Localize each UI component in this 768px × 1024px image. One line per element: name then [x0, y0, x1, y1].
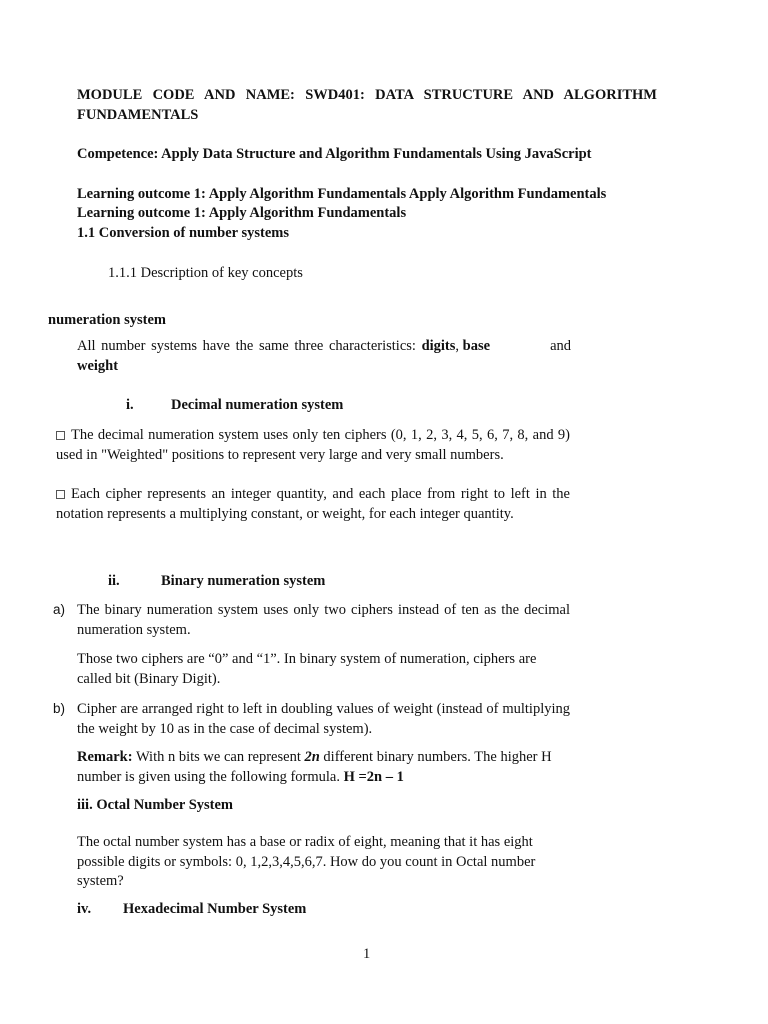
- section-heading-1-1: 1.1 Conversion of number systems: [77, 225, 289, 241]
- numeration-system-heading: numeration system: [48, 312, 167, 328]
- list-label-a: a): [53, 602, 66, 617]
- hex-number: iv.: [77, 901, 92, 917]
- binary-number: ii.: [108, 573, 120, 589]
- binary-item-a: The binary numeration system uses only two ciphers instead of ten as the decimal numeration system.: [77, 602, 570, 638]
- binary-item-b: Cipher are arranged right to left in doubling values of weight (instead of multiplying the weight by 10 as in the case of decimal system).: [77, 701, 570, 737]
- bullet-box-icon: [56, 431, 65, 440]
- numeration-intro-text: All number systems have the same three characteristics: digits, base: [77, 338, 491, 354]
- binary-remark: Remark: With n bits we can represent 2n different binary numbers. The higher H number is given using the following formula. H =2n – 1: [77, 749, 552, 785]
- module-heading: MODULE CODE AND NAME: SWD401: DATA STRUCTURE AND ALGORITHM FUNDAMENTALS: [77, 87, 657, 123]
- numeration-intro-paragraph: [77, 337, 571, 376]
- decimal-bullet-2: Each cipher represents an integer quantity, and each place from right to left in the notation represents a multiplying constant, or weight, for each integer quantity.: [56, 486, 570, 522]
- learning-outcome-line-1: Learning outcome 1: Apply Algorithm Fundamentals Apply Algorithm Fundamentals: [77, 186, 607, 202]
- term-base: base: [462, 338, 491, 354]
- learning-outcome-line-2: Learning outcome 1: Apply Algorithm Fundamentals: [77, 205, 407, 221]
- decimal-bullet-1: The decimal numeration system uses only ten ciphers (0, 1, 2, 3, 4, 5, 6, 7, 8, and 9) used in "Weighted" positions to represent very large and very small numbers.: [56, 427, 570, 463]
- page-number: 1: [363, 946, 371, 962]
- decimal-number: i.: [126, 397, 134, 413]
- binary-item-a-paragraph: Those two ciphers are “0” and “1”. In binary system of numeration, ciphers are called bit (Binary Digit).: [77, 651, 537, 687]
- list-label-b: b): [53, 701, 66, 716]
- remark-label: Remark:: [77, 749, 133, 765]
- term-weight: weight: [77, 357, 119, 374]
- decimal-heading: Decimal numeration system: [171, 397, 344, 413]
- remark-formula-h: H =2n – 1: [343, 768, 404, 785]
- numeration-and: and: [550, 338, 571, 354]
- competence-line: Competence: Apply Data Structure and Algorithm Fundamentals Using JavaScript: [77, 146, 592, 162]
- bullet-box-icon: [56, 490, 65, 499]
- octal-paragraph: The octal number system has a base or radix of eight, meaning that it has eight possible digits or symbols: 0, 1,2,3,4,5,6,7. How do you count in Octal number system?: [77, 834, 536, 889]
- binary-heading: Binary numeration system: [161, 573, 326, 589]
- subsection-heading-1-1-1: 1.1.1 Description of key concepts: [108, 265, 303, 281]
- term-digits: digits: [421, 338, 456, 354]
- octal-heading: iii. Octal Number System: [77, 797, 233, 813]
- remark-formula-2n: 2n: [304, 749, 320, 765]
- hex-heading: Hexadecimal Number System: [123, 901, 307, 917]
